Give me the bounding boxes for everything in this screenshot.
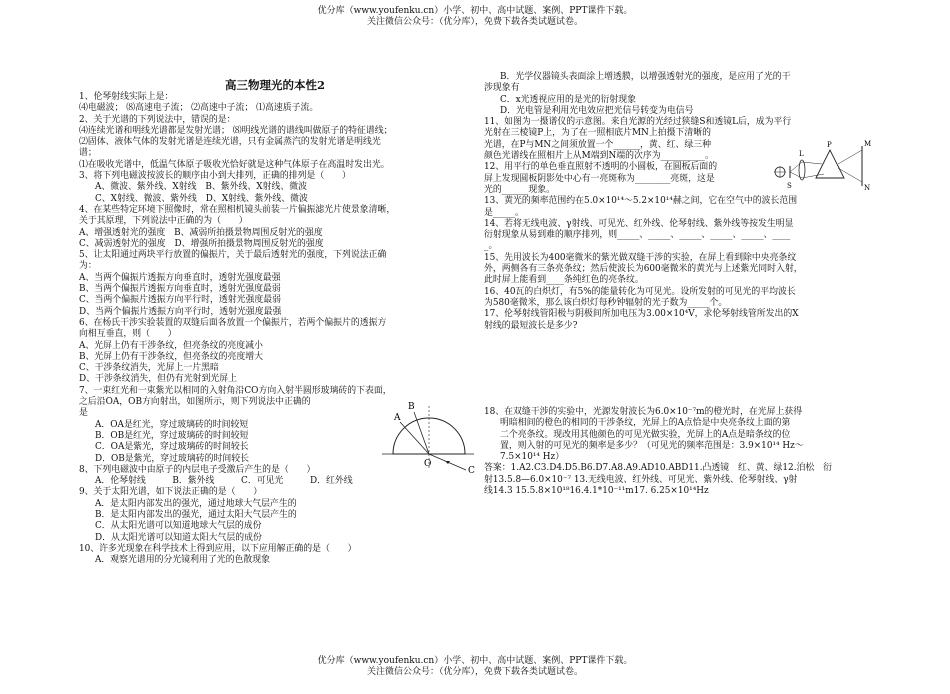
q5: 5、让太阳通过两块平行放置的偏振片，关于最后透射光的强度，下列说法正确 <box>79 250 387 261</box>
q3-option-ab: A、微波、紫外线、X射线 B、紫外线、X射线、微波 <box>95 182 307 193</box>
q10: 10、许多光现象在科学技术上得到应用，以下应用解正确的是（ ） <box>79 543 357 554</box>
q15-cont2: 此时屏上能看到____条纯红色的亮条纹。 <box>484 275 644 286</box>
q4-option-ab: A、增强透射光的强度 B、减弱所拍摄景物周围反射光的强度 <box>79 227 323 238</box>
q11-cont2: 光谱，在P与MN之间须放置一个______，黄、红、绿三种 <box>484 139 711 150</box>
right-column-lower <box>484 407 876 497</box>
q12: 12、用平行的单色垂直照射不透明的小圆板，在圆板后面的 <box>484 162 718 173</box>
q18-cont2: 二个亮条纹。现改用其他颜色的可见光做实验，光屏上的A点是暗条纹的位 <box>500 429 791 440</box>
q11-figure <box>772 136 872 192</box>
q7: 7、一束红光和一束紫光以相同的入射角沿CO方向入射半圆形玻璃砖的下表面， <box>79 385 392 396</box>
q2-option-c-cont: 谱； <box>79 148 97 159</box>
right-column <box>484 72 876 332</box>
q13-cont: 是_____。 <box>484 207 524 218</box>
q14-cont: 衍射现象从易到难的顺序排列，则_____、_____、_____、_____、_____、____ <box>484 230 791 241</box>
q11-fig-label-m: M <box>864 140 872 148</box>
q2-option-c: ⑵固体、液体气体的发射光谱是连续光谱，只有金属蒸汽的发射光谱是明线光 <box>79 137 381 148</box>
q11-cont: 光射在三棱镜P上，为了在一照相底片MN上拍摄下清晰的 <box>484 128 711 139</box>
q3-option-cd: C、X射线、微波、紫外线 D、X射线、紫外线、微波 <box>95 193 308 204</box>
q4-cont: 关于其原理，下列说法中正确的为（ ） <box>79 216 248 227</box>
q2: 2、关于光谱的下列说法中，错误的是： <box>79 114 236 125</box>
q7-cont: 之后沿OA，OB方向射出，如图所示，则下列说法中正确的 <box>79 397 311 408</box>
page-title: 高三物理光的本性2 <box>224 78 325 92</box>
q7-fig-label-c: C <box>468 466 475 476</box>
q7-option-d: D．OB是紫光，穿过玻璃砖的时间较长 <box>95 453 250 464</box>
q5-option-c: C、当两个偏振片透振方向平行时，透射光强度最弱 <box>79 295 282 306</box>
footer-line-2: 关注微信公众号：（优分库），免费下载各类试题试卷。 <box>366 667 583 677</box>
header-line-2: 关注微信公众号：（优分库），免费下载各类试题试卷。 <box>366 17 583 27</box>
q12-cont: 屏上发现圆板阴影处中心有一亮斑称为________亮斑，这是 <box>484 173 715 184</box>
footer-line-1: 优分库（www.youfenku.cn）小学、初中、高中试题、案例、PPT课件下载。 <box>317 656 633 666</box>
q5-option-b: B、当两个偏振片透振方向垂直时，透射光强度最弱 <box>79 284 281 295</box>
q11-fig-label-l: L <box>799 150 804 158</box>
q12-cont2: 光的______现象。 <box>484 184 555 195</box>
q11: 11、如图为一摄谱仪的示意图。来自光源的光经过狭缝S和透镜L后，成为平行 <box>484 117 792 128</box>
q9: 9、关于太阳光谱，如下说法正确的是（ ） <box>79 487 263 498</box>
q8: 8、下列电磁波中由原子的内层电子受激后产生的是（ ） <box>79 464 316 475</box>
q6-option-c: C、干涉条纹消失，光屏上一片黑暗 <box>79 363 219 374</box>
q18-cont3: 置，则入射的可见光的频率是多少？（可见光的频率范围是：3.9×10¹⁴ Hz～ <box>500 440 804 451</box>
q6-option-b: B、光屏上仍有干涉条纹，但亮条纹的亮度增大 <box>79 351 264 362</box>
q10-option-d: D．光电管是利用光电效应把光信号转变为电信号 <box>500 105 694 116</box>
q14: 14、若将无线电波、γ射线、可见光、红外线、伦琴射线、紫外线等按发生明显 <box>484 218 794 229</box>
q4: 4、在某些特定环境下照像时，常在照相机镜头前装一片偏振滤光片使景象清晰， <box>79 204 396 215</box>
q3: 3、将下列电磁波按波长的顺序由小到大排列，正确的排列是（ ） <box>79 171 351 182</box>
q16-cont: 为580毫微米，那么该白炽灯每秒钟辐射的光子数为_____个。 <box>484 297 728 308</box>
q6: 6、在杨氏干涉实验装置的双缝后面各放置一个偏振片，若两个偏振片的透振方 <box>79 317 387 328</box>
q1-options: ⑷电磁波； ⑻高速电子流； ⑵高速中子流； ⑴高速质子流。 <box>79 103 319 114</box>
q7-fig-label-b: B <box>408 402 415 412</box>
q10-option-a: A．观察光谱用的分光镜利用了光的色散现象 <box>95 555 271 566</box>
q14-cont2: _。 <box>484 241 498 252</box>
q2-option-ab: ⑷连续光谱和明线光谱都是发射光谱； ⑻明线光谱的谱线叫做原子的特征谱线； <box>79 125 393 136</box>
q6-option-d: D、干涉条纹消失，但仍有光射到光屏上 <box>79 374 237 385</box>
q7-option-a: A．OA是红光，穿过玻璃砖的时间较短 <box>95 419 249 430</box>
q15: 15、先用波长为400毫微米的紫光做双缝干涉的实验，在屏上看到除中央亮条纹 <box>484 252 797 263</box>
answers-line-2: 射13.5.8—6.0×10⁻⁷ 13.无线电波、红外线、可见光、紫外线、伦琴射线、γ射 <box>484 474 798 485</box>
q6-option-a: A、光屏上仍有干涉条纹，但亮条纹的亮度减小 <box>79 340 263 351</box>
q7-fig-label-a: A <box>394 413 401 423</box>
q7-fig-label-o: O <box>424 459 432 469</box>
q7-figure <box>378 398 478 476</box>
q1: 1、伦琴射线实际上是： <box>79 92 174 102</box>
q5-option-a: A、当两个偏振片透振方向垂直时，透射光强度最强 <box>79 272 281 283</box>
q15-cont: 外，两侧各有三条亮条纹；然后使波长为600毫微米的黄光与上述紫光同时入射， <box>484 264 803 275</box>
answers-line-1: 答案：1.A2.C3.D4.D5.B6.D7.A8.A9.AD10.ABD11.凸透镜 红、黄、绿12.泊松 衍 <box>484 463 833 474</box>
answers-line-3: 线14.3 15.5.8×10¹⁸16.4.1*10⁻¹¹m17. 6.25×10¹⁴Hz <box>484 486 709 497</box>
header-line-1: 优分库（www.youfenku.cn）小学、初中、高中试题、案例、PPT课件下载。 <box>317 6 633 16</box>
q7-cont2: 是 <box>79 408 88 419</box>
q18: 18、在双缝干涉的实验中，光源发射波长为6.0×10⁻⁷m的橙光时，在光屏上获得 <box>484 407 803 417</box>
q10-option-b: B．光学仪器镜头表面涂上增透膜，以增强透射光的强度，是应用了光的干 <box>500 72 791 82</box>
page-footer <box>0 656 950 678</box>
q11-fig-label-s: S <box>787 182 792 190</box>
q7-option-c: C．OA是紫光，穿过玻璃砖的时间较长 <box>95 442 249 453</box>
q11-cont3: 颜色光谱线在照相片上从M端到N端的次序为__________。 <box>484 151 714 162</box>
left-column <box>79 78 471 566</box>
q8-options: A．伦琴射线 B．紫外线 C．可见光 D．红外线 <box>95 476 353 487</box>
q2-option-d: ⑴在吸收光谱中，低温气体原子吸收光恰好就是这种气体原子在高温时发出光。 <box>79 159 390 170</box>
q9-option-b: B．是太阳内部发出的强光，通过太阳大气层产生的 <box>95 509 297 520</box>
q9-option-a: A．是太阳内部发出的强光，通过地球大气层产生的 <box>95 498 297 509</box>
q10-option-b-cont: 涉现象有 <box>484 83 520 94</box>
q17-cont: 射线的最短波长是多少? <box>484 320 578 331</box>
q4-option-cd: C、减弱透射光的强度 D、增强所拍摄景物周围反射光的强度 <box>79 238 324 249</box>
q9-option-c: C．从太阳光谱可以知道地球大气层的成份 <box>95 521 262 532</box>
q17: 17、伦琴射线管阳极与阴极间所加电压为3.00×10⁴V，求伦琴射线管所发出的X <box>484 309 799 320</box>
q16: 16、40瓦的白炽灯，有5%的能量转化为可见光。设所发射的可见光的平均波长 <box>484 286 796 297</box>
q10-option-c: C．x光透视应用的是光的衍射现象 <box>500 94 637 105</box>
page-header <box>0 6 950 28</box>
q18-cont4: 7.5×10¹⁴ Hz） <box>500 452 565 463</box>
q5-option-d: D、当两个偏振片透振方向平行时，透射光强度最强 <box>79 306 282 317</box>
q11-fig-label-p: P <box>827 141 832 149</box>
q13: 13、黄光的频率范围约在5.0×10¹⁴～5.2×10¹⁴赫之间，它在空气中的波长范围 <box>484 196 798 207</box>
q9-option-d: D．从太阳光谱可以知道太阳大气层的成份 <box>95 532 262 543</box>
q6-cont: 向相互垂直，则（ ） <box>79 329 177 340</box>
q7-option-b: B．OB是红光，穿过玻璃砖的时间较短 <box>95 430 249 441</box>
q18-cont1: 明暗相间的橙色的相同的干涉条纹，光屏上的A点恰是中央亮条纹上面的第 <box>500 418 791 429</box>
q5-cont: 为： <box>79 261 97 272</box>
q11-fig-label-n: N <box>864 184 871 192</box>
